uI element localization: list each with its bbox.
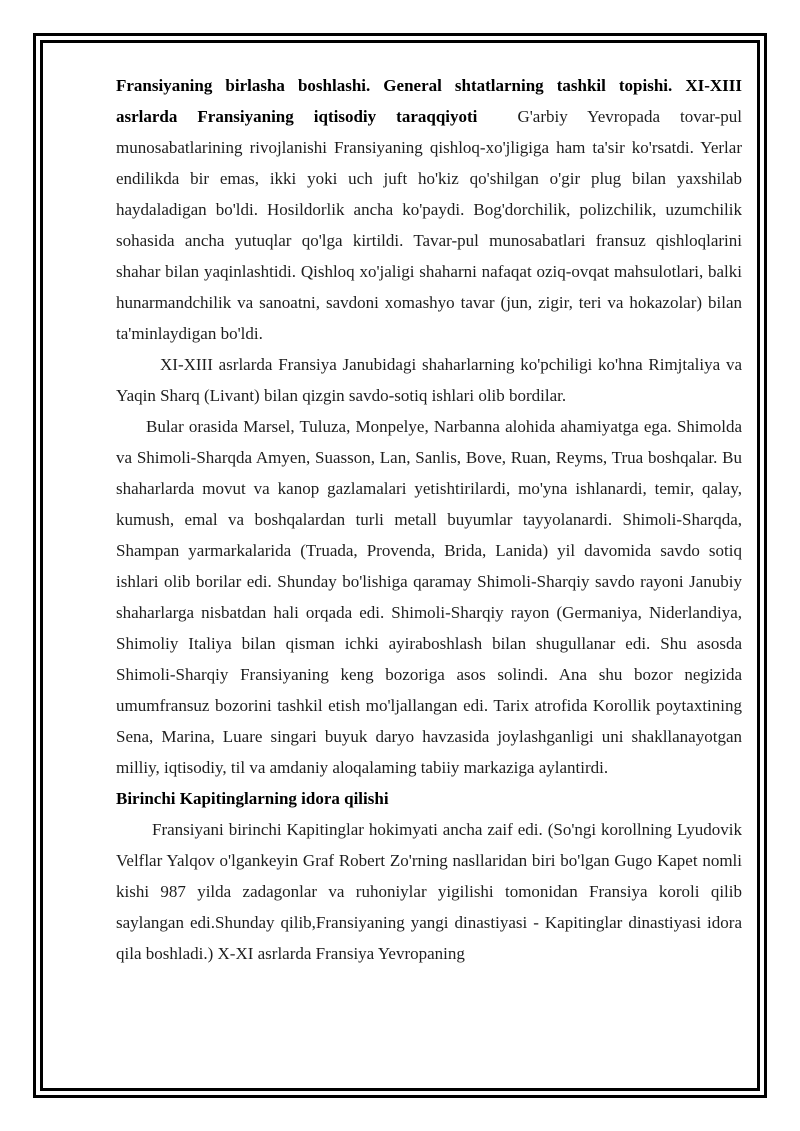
document-body <box>116 70 742 969</box>
section1-paragraph3: Bular orasida Marsel, Tuluza, Monpelye, Narbanna alohida ahamiyatga ega. Shimolda va Shimoli-Sharqda Amyen, Suasson, Lan, Sanlis, Bove, Ruan, Reyms, Trua boshqalar. Bu shaharlarda movut va kanop gazlamalari yetishtirilardi, mo'yna ishlanardi, temir, qalay, kumush, emal va boshqalardan turli metall buyumlar tayyolanardi. Shimoli-Sharqda, Shampan yarmarkalarida (Truada, Provenda, Brida, Lanida) yil davomida savdo sotiq ishlari olib borilar edi. Shunday bo'lishiga qaramay Shimoli-Sharqiy savdo rayoni Janubiy shaharlarga nisbatdan hali orqada edi. Shimoli-Sharqiy rayon (Germaniya, Niderlandiya, Shimoliy Italiya bilan qisman ichki ayiraboshlash bilan shugullanar edi. Shu asosda Shimoli-Sharqiy Fransiyaning keng bozoriga asos solindi. Ana shu bozor negizida umumfransuz bozorini tashkil etish mo'ljallangan edi. Tarix atrofida Korollik poytaxtining Sena, Marina, Luare singari buyuk daryo havzasida joylashganligi uni shakllanayotgan milliy, iqtisodiy, til va amdaniy aloqalaming tabiiy markaziga aylantirdi. <box>116 417 742 777</box>
section2-paragraph1: Fransiyani birinchi Kapitinglar hokimyati ancha zaif edi. (So'ngi korollning Lyudovik Velflar Yalqov o'lgankeyin Graf Robert Zo'rning nasllaridan biri bo'lgan Gugo Kapet nomli kishi 987 yilda zadagonlar va ruhoniylar yigilishi tomonidan Fransiya koroli qilib saylangan edi.Shunday qilib,Fransiyaning yangi dinastiyasi - Kapitinglar dinastiyasi idora qila boshladi.) X-XI asrlarda Fransiya Yevropaning <box>116 820 742 963</box>
section1-title: Fransiyaning birlasha boshlashi. General shtatlarning tashkil topishi. XI-XIII asrlarda Fransiyaning iqtisodiy taraqqiyoti <box>116 76 742 126</box>
section1-paragraph1 <box>116 70 742 349</box>
section1-paragraph2: XI-XIII asrlarda Fransiya Janubidagi shaharlarning ko'pchiligi ko'hna Rimjtaliya va Yaqin Sharq (Livant) bilan qizgin savdo-sotiq ishlari olib bordilar. <box>116 355 742 405</box>
section2-title: Birinchi Kapitinglarning idora qilishi <box>116 789 389 808</box>
section1-intro-text: G'arbiy Yevropada tovar-pul munosabatlarining rivojlanishi Fransiyaning qishloq-xo'jligiga ham ta'sir ko'rsatdi. Yerlar endilikda bir emas, ikki yoki uch juft ho'kiz qo'shilgan o'gir plug bilan yaxshilab haydaladigan bo'ldi. Hosildorlik ancha ko'paydi. Bog'dorchilik, polizchilik, uzumchilik sohasida ancha yutuqlar qo'lga kirtildi. Tavar-pul munosabatlari fransuz qishloqlarini shahar bilan yaqinlashtidi. Qishloq xo'jaligi shaharni nafaqat oziq-ovqat mahsulotlari, balki hunarmandchilik va sanoatni, savdoni xomashyo tavar (jun, zigir, teri va hokazolar) bilan ta'minlaydigan bo'ldi. <box>116 107 743 343</box>
